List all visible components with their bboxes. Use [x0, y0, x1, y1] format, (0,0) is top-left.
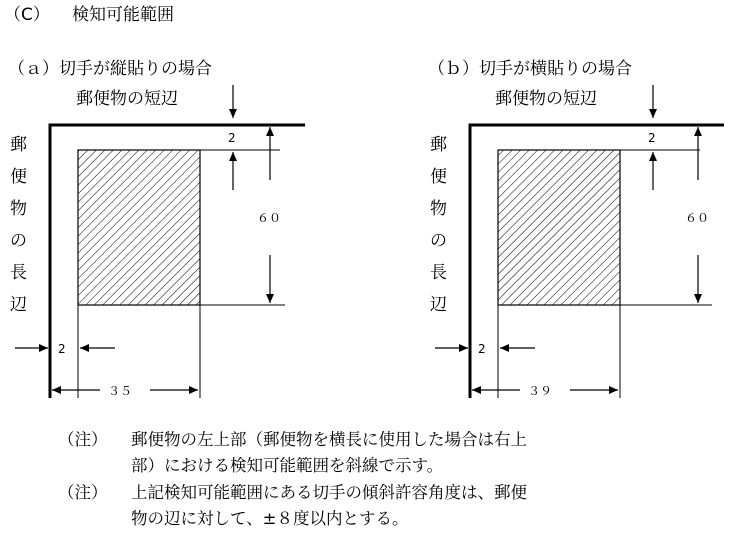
- diagram-b-long-edge-char: 長: [430, 263, 447, 283]
- note-1-mark: （注）: [58, 430, 108, 449]
- diagram-a-long-edge-char: の: [10, 231, 27, 251]
- diagram-a-caption: （ａ）切手が縦貼りの場合: [8, 59, 212, 79]
- diagram-a-long-edge-char: 物: [10, 199, 27, 219]
- diagram-a: [8, 59, 305, 398]
- diagram-b-width: ３９: [528, 384, 553, 398]
- diagram-a-long-edge-char: 便: [10, 167, 27, 187]
- diagram-b-left-gap: 2: [478, 342, 486, 356]
- diagram-b-top-gap: 2: [648, 131, 656, 145]
- note-2-line-2: 物の辺に対して、±８度以内とする。: [131, 509, 409, 528]
- section-title: 検知可能範囲: [72, 5, 174, 25]
- diagram-a-short-edge-label: 郵便物の短辺: [76, 89, 178, 109]
- diagram-a-long-edge-char: 辺: [10, 295, 27, 315]
- diagram-a-left-gap: 2: [58, 342, 66, 356]
- diagram-b-caption: （ｂ）切手が横貼りの場合: [428, 59, 632, 79]
- note-1-line-1: 郵便物の左上部（郵便物を横長に使用した場合は右上: [131, 430, 527, 449]
- diagram-a-top-gap: 2: [228, 131, 236, 145]
- diagram-b-long-edge-char: 郵: [430, 135, 447, 155]
- diagram-b-long-edge-char: 辺: [430, 295, 447, 315]
- diagram-a-long-edge-char: 長: [10, 263, 27, 283]
- diagram-b-detection-area: [498, 150, 620, 305]
- diagram-b-long-edge-char: 便: [430, 167, 447, 187]
- note-2-line-1: 上記検知可能範囲にある切手の傾斜許容角度は、郵便: [131, 483, 527, 502]
- notes: [58, 430, 528, 528]
- diagram-b-long-edge-char: 物: [430, 199, 447, 219]
- note-1-line-2: 部）における検知可能範囲を斜線で示す。: [131, 456, 444, 475]
- diagram-a-long-edge-char: 郵: [10, 135, 27, 155]
- diagram-a-height: ６０: [257, 211, 282, 225]
- diagram-a-width: ３５: [108, 384, 133, 398]
- diagram-b: [428, 59, 724, 398]
- diagram-b-short-edge-label: 郵便物の短辺: [495, 89, 597, 109]
- diagram-b-height: ６０: [685, 211, 710, 225]
- note-2-mark: （注）: [58, 483, 108, 502]
- diagram-b-long-edge-char: の: [430, 231, 447, 251]
- section-number: （C）: [4, 5, 50, 25]
- diagram-a-detection-area: [78, 150, 200, 305]
